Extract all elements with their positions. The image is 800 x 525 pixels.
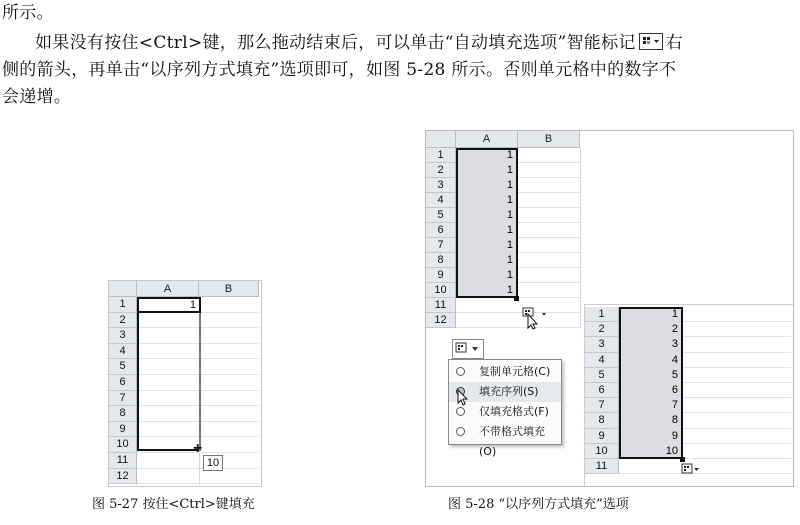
row-header[interactable]: 9 — [426, 268, 456, 283]
row-header[interactable]: 6 — [585, 383, 619, 398]
row-header[interactable]: 8 — [109, 406, 137, 422]
cell-value[interactable]: 1 — [506, 254, 513, 266]
cell-value[interactable]: 2 — [671, 323, 678, 336]
autofill-options-dropdown-button[interactable] — [452, 339, 484, 359]
row-header[interactable]: 12 — [109, 469, 137, 485]
radio-icon[interactable] — [456, 427, 465, 436]
figure-5-28-frame — [425, 130, 794, 487]
autofill-options-menu — [448, 359, 562, 458]
cell-value[interactable]: 1 — [506, 209, 513, 221]
autofill-options-button[interactable] — [522, 306, 548, 324]
radio-icon[interactable] — [456, 407, 465, 416]
cell-value[interactable]: 1 — [506, 239, 513, 251]
row-header[interactable]: 6 — [426, 223, 456, 238]
column-header-a[interactable]: A — [456, 131, 518, 148]
result-sheet — [584, 304, 793, 486]
column-header-b[interactable]: B — [518, 131, 580, 148]
row-header[interactable]: 10 — [109, 437, 137, 453]
text-line-3: 侧的箭头，再单击“以序列方式填充”选项即可，如图 5-28 所示。否则单元格中的数字不 — [2, 60, 677, 80]
column-header-b[interactable]: B — [199, 281, 259, 297]
row-header[interactable]: 4 — [426, 193, 456, 208]
menu-item-fill-without-formatting[interactable]: 不带格式填充(O) — [449, 422, 561, 442]
row-header[interactable]: 4 — [109, 344, 137, 360]
text-line-2 — [35, 30, 683, 57]
row-header[interactable]: 11 — [109, 453, 137, 469]
row-gridline — [619, 473, 791, 474]
row-header[interactable]: 1 — [109, 297, 137, 313]
select-all-corner[interactable] — [426, 131, 456, 148]
menu-item-fill-formatting-only[interactable]: 仅填充格式(F) — [449, 402, 561, 422]
menu-item-fill-series[interactable]: 填充序列(S) — [449, 382, 561, 402]
row-header[interactable]: 11 — [585, 459, 619, 474]
row-header[interactable]: 12 — [426, 313, 456, 328]
cell-value[interactable]: 8 — [671, 414, 678, 427]
radio-icon[interactable] — [456, 367, 465, 376]
row-gridline — [456, 327, 580, 328]
cell-value[interactable]: 1 — [506, 149, 513, 161]
cell-value[interactable]: 1 — [506, 179, 513, 191]
figure-5-27-caption: 图 5-27 按住<Ctrl>键填充 — [92, 497, 255, 512]
row-header[interactable]: 1 — [426, 148, 456, 163]
autofill-options-button[interactable] — [681, 463, 701, 477]
cell-value[interactable]: 3 — [671, 338, 678, 351]
row-header[interactable]: 2 — [109, 313, 137, 329]
text-line-4: 会递增。 — [2, 87, 72, 107]
row-header[interactable]: 3 — [585, 337, 619, 352]
row-gridline — [456, 312, 580, 313]
menu-item-copy-cells[interactable]: 复制单元格(C) — [449, 362, 561, 382]
cell-value[interactable]: 6 — [671, 384, 678, 396]
row-header[interactable]: 9 — [585, 429, 619, 444]
text-line-2-prefix: 如果没有按住<Ctrl>键，那么拖动结束后，可以单击“自动填充选项”智能标记 — [35, 33, 636, 53]
row-header[interactable]: 7 — [585, 398, 619, 413]
row-header[interactable]: 2 — [426, 163, 456, 178]
figure-5-27-sheet — [108, 280, 262, 487]
cell-value[interactable]: 1 — [506, 164, 513, 176]
cell-value[interactable]: 1 — [506, 284, 513, 296]
cell-value[interactable]: 10 — [665, 444, 678, 457]
text-line-1: 所示。 — [2, 3, 54, 23]
row-gridline — [137, 483, 259, 484]
row-header[interactable]: 1 — [585, 307, 619, 322]
cell-value[interactable]: 1 — [506, 269, 513, 281]
row-header[interactable]: 10 — [585, 444, 619, 459]
cell-value[interactable]: 1 — [506, 224, 513, 236]
row-header[interactable]: 3 — [109, 328, 137, 344]
row-header[interactable]: 6 — [109, 375, 137, 391]
row-header[interactable]: 4 — [585, 353, 619, 368]
row-header[interactable]: 5 — [585, 368, 619, 383]
fill-handle-plus-icon[interactable]: + — [193, 440, 203, 457]
figure-5-28-caption: 图 5-28 “以序列方式填充”选项 — [448, 497, 629, 512]
row-header[interactable]: 11 — [426, 298, 456, 313]
fill-range-outline — [137, 313, 201, 451]
fill-handle[interactable] — [680, 457, 685, 462]
row-header[interactable]: 8 — [585, 413, 619, 428]
row-header[interactable]: 7 — [426, 238, 456, 253]
text-line-2-suffix: 右 — [665, 33, 683, 53]
row-header[interactable]: 8 — [426, 253, 456, 268]
column-header-a[interactable]: A — [137, 281, 199, 297]
select-all-corner[interactable] — [109, 281, 137, 297]
autofill-smart-tag-icon — [639, 33, 663, 50]
cell-value[interactable]: 1 — [671, 308, 678, 320]
row-header[interactable]: 5 — [109, 359, 137, 375]
cell-value[interactable]: 7 — [671, 399, 678, 412]
cell-value[interactable]: 4 — [671, 353, 678, 366]
row-header[interactable]: 9 — [109, 422, 137, 438]
row-header[interactable]: 2 — [585, 322, 619, 337]
fill-value-tooltip: 10 — [203, 455, 223, 471]
cell-value[interactable]: 5 — [671, 368, 678, 381]
cell-value[interactable]: 1 — [506, 194, 513, 206]
cell-a1[interactable] — [137, 297, 201, 313]
row-header[interactable]: 7 — [109, 391, 137, 407]
row-header[interactable]: 3 — [426, 178, 456, 193]
row-gridline — [137, 468, 259, 469]
cell-value[interactable]: 9 — [671, 429, 678, 442]
fill-handle[interactable] — [514, 296, 519, 301]
autofill-smart-tag-icon — [453, 340, 483, 356]
cell-a1-value: 1 — [189, 299, 196, 311]
row-header[interactable]: 10 — [426, 283, 456, 298]
row-header[interactable]: 5 — [426, 208, 456, 223]
